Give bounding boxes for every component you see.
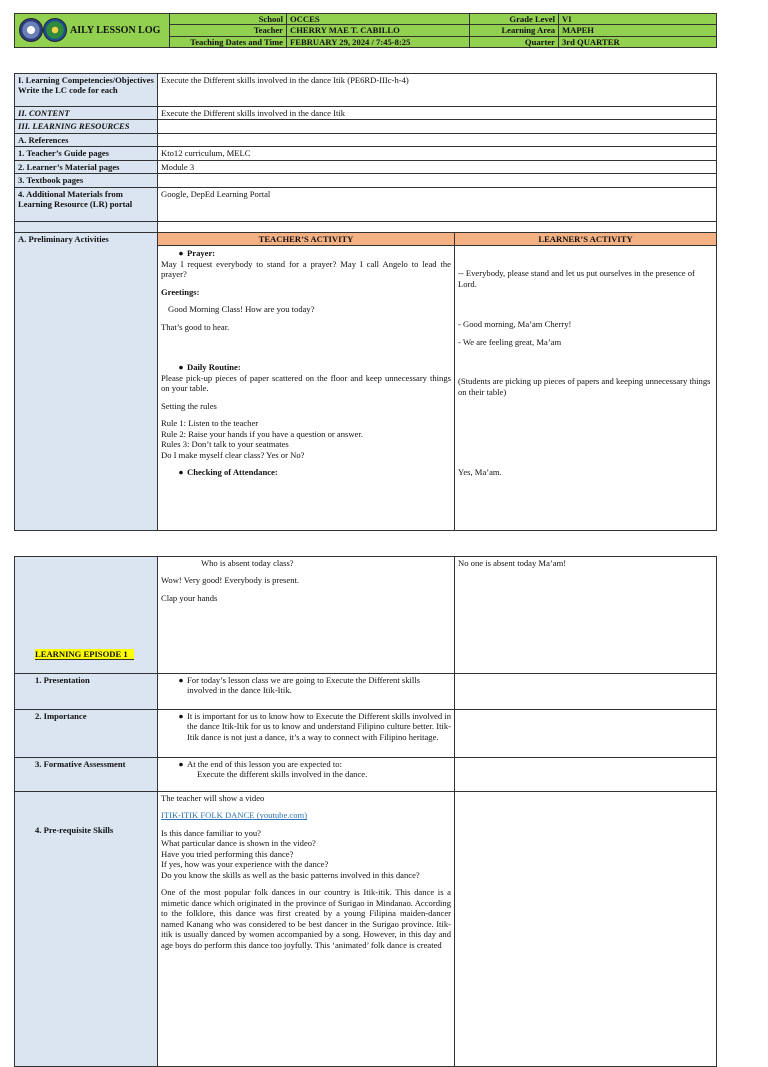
learner-answer-3: - We are feeling great, Ma’am [458, 336, 562, 347]
header-title-cell [15, 14, 170, 48]
bullet-icon: ● [178, 248, 184, 259]
bullet-icon: ● [178, 362, 184, 373]
prayer-head: Prayer: [187, 248, 216, 259]
good-text: That’s good to hear. [161, 321, 230, 332]
grade-level-value: VI [559, 14, 717, 25]
prereq-cell [158, 792, 455, 1067]
bullet-icon: ● [178, 759, 184, 769]
quarter-value: 3rd QUARTER [559, 36, 717, 47]
competencies-label: I. Learning Competencies/Objectives Write the LC code for each [15, 74, 158, 107]
learner-activity-cell [455, 246, 717, 531]
resources-label: III. LEARNING RESOURCES [15, 120, 158, 133]
question-1: Is this dance familiar to you? [161, 827, 261, 838]
rule-question: Do I make myself clear class? Yes or No? [161, 449, 305, 460]
teacher-value: CHERRY MAE T. CABILLO [287, 25, 470, 36]
dates-value: FEBRUARY 29, 2024 / 7:45-8:25 [287, 36, 470, 47]
deped-seal-icon [19, 18, 43, 42]
grade-level-label: Grade Level [470, 14, 559, 25]
school-value: OCCES [287, 14, 470, 25]
rule-3: Rules 3: Don’t talk to your seatmates [161, 439, 289, 450]
spacer-label [15, 221, 158, 232]
presentation-cell [158, 674, 455, 710]
resources-empty [158, 120, 717, 133]
learning-area-label: Learning Area [470, 25, 559, 36]
tb-label: 3. Textbook pages [15, 174, 158, 187]
spacer-value [158, 221, 717, 232]
routine-text: Please pick-up pieces of paper scattered on the floor and keep unnecessary things on your table. [161, 372, 451, 394]
learner-answer-5: Yes, Ma’am. [458, 467, 502, 478]
formative-cell [158, 758, 455, 792]
formative-learner [455, 758, 717, 792]
bullet-icon: ● [178, 467, 184, 478]
absent-question: Who is absent today class? [201, 558, 294, 568]
teacher-label: Teacher [170, 25, 287, 36]
tb-empty [158, 174, 717, 187]
formative-label: 3. Formative Assessment [15, 758, 158, 792]
question-5: Do you know the skills as well as the basic patterns involved in this dance? [161, 869, 420, 880]
header-table [14, 13, 717, 48]
itik-paragraph: One of the most popular folk dances in our country is Itik-itik. This dance is a mimetic dance which originated in the province of Surigao in Mindanao. According to the folklore, this dance was first created by a young Filipina maiden-dancer named Kanang who was considered to be best dancer in the Surigao province. Itik-itik is usually danced by women accompanied by a song. However, in this day and age boys do perform this dance too joyfully. This ‘animated’ folk dance is created [161, 887, 451, 950]
episode-label-cell [15, 557, 158, 674]
presentation-label: 1. Presentation [15, 674, 158, 710]
prayer-text: May I request everybody to stand for a prayer? May I call Angelo to lead the prayer? [161, 258, 451, 280]
rule-1: Rule 1: Listen to the teacher [161, 418, 259, 429]
question-4: If yes, how was your experience with the dance? [161, 859, 329, 870]
clap-text: Clap your hands [161, 592, 218, 603]
importance-text: It is important for us to know how to Execute the Different skills involved in the dance Itik-Itik for us to know and understand Filipino culture better. Itik-Itik dance is not just a dance, it’s a way to connect with Filipino heritage. [187, 711, 451, 742]
references-label: A. References [15, 133, 158, 146]
presentation-text: For today’s lesson class we are going to Execute the Different skills involved in the dance Itik-Itik. [187, 675, 421, 696]
formative-text-1: At the end of this lesson you are expected to: [187, 759, 342, 769]
learner-answer-1: -- Everybody, please stand and let us put ourselves in the presence of Lord. [458, 268, 695, 289]
lesson-table-page1 [14, 73, 717, 531]
references-empty [158, 133, 717, 146]
attendance-head: Checking of Attendance: [187, 467, 278, 478]
competencies-value: Execute the Different skills involved in the dance Itik (PE6RD-IIIc-h-4) [158, 74, 717, 107]
tg-value: Kto12 curriculum, MELC [158, 147, 717, 160]
content-label: II. CONTENT [15, 107, 158, 120]
question-2: What particular dance is shown in the video? [161, 838, 316, 849]
prelim-label: A. Preliminary Activities [15, 232, 158, 530]
header-title: AILY LESSON LOG [70, 25, 161, 36]
attendance-cell [158, 557, 455, 674]
prereq-label: 4. Pre-requisite Skills [15, 792, 158, 1067]
teacher-activity-head: TEACHER’S ACTIVITY [158, 232, 455, 245]
bullet-icon: ● [178, 675, 184, 685]
video-link[interactable]: ITIK-ITIK FOLK DANCE (youtube.com) [161, 810, 308, 821]
learner-answer-4: (Students are picking up pieces of papers and keeping unnecessary things on their table) [458, 376, 711, 397]
rule-2: Rule 2: Raise your hands if you have a question or answer. [161, 428, 363, 439]
dates-label: Teaching Dates and Time [170, 36, 287, 47]
lm-value: Module 3 [158, 160, 717, 173]
tg-label: 1. Teacher’s Guide pages [15, 147, 158, 160]
importance-cell [158, 710, 455, 758]
learner-answer-2: - Good morning, Ma’am Cherry! [458, 319, 572, 330]
absent-answer: No one is absent today Ma’am! [455, 557, 717, 674]
am-value: Google, DepEd Learning Portal [158, 187, 717, 221]
learning-episode-label: LEARNING EPISODE 1 [35, 649, 134, 660]
teacher-activity-cell [158, 246, 455, 531]
video-line: The teacher will show a video [161, 793, 265, 803]
question-3: Have you tried performing this dance? [161, 848, 294, 859]
greet-text: Good Morning Class! How are you today? [168, 304, 315, 315]
importance-label: 2. Importance [15, 710, 158, 758]
content-value: Execute the Different skills involved in the dance Itik [158, 107, 717, 120]
greet-head: Greetings: [161, 286, 200, 297]
rules-head: Setting the rules [161, 400, 217, 411]
prereq-learner [455, 792, 717, 1067]
learning-area-value: MAPEH [559, 25, 717, 36]
presentation-learner [455, 674, 717, 710]
lm-label: 2. Learner’s Material pages [15, 160, 158, 173]
school-seal-icon [43, 18, 67, 42]
everyone-present: Wow! Very good! Everybody is present. [161, 575, 300, 586]
learner-activity-head: LEARNER’S ACTIVITY [455, 232, 717, 245]
importance-learner [455, 710, 717, 758]
bullet-icon: ● [178, 711, 184, 721]
lesson-table-page2 [14, 556, 717, 1067]
quarter-label: Quarter [470, 36, 559, 47]
school-label: School [170, 14, 287, 25]
routine-head: Daily Routine: [187, 362, 241, 373]
formative-text-2: Execute the different skills involved in the dance. [197, 769, 368, 780]
am-label: 4. Additional Materials from Learning Resource (LR) portal [15, 187, 158, 221]
